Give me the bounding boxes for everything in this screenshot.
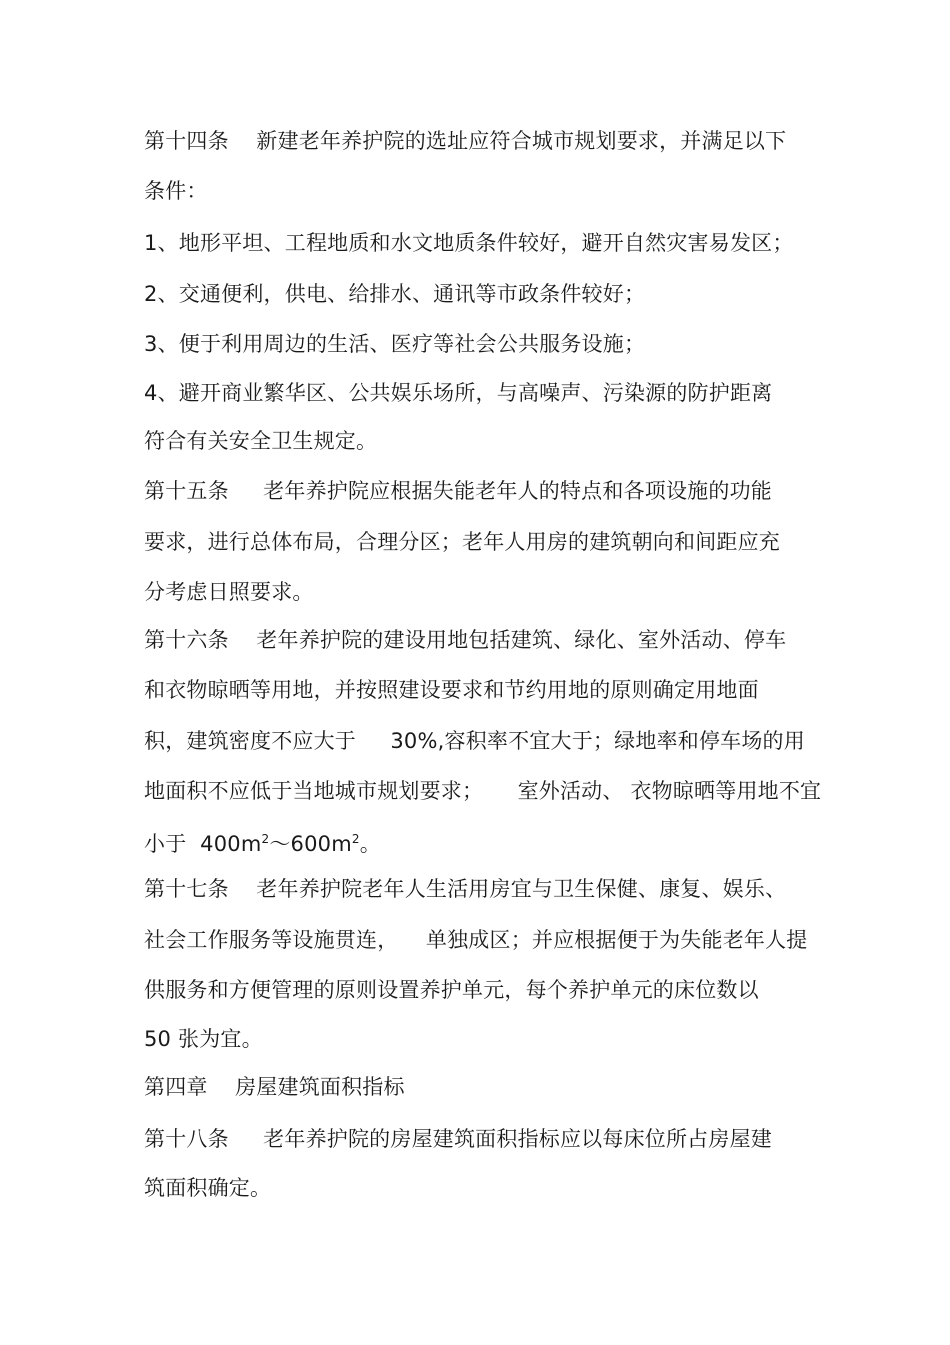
text-line: 筑面积确定。 [144,1176,272,1200]
text-line: 供服务和方便管理的原则设置养护单元，每个养护单元的床位数以 [144,978,759,1002]
chapter-heading: 第四章 房屋建筑面积指标 [144,1075,405,1099]
text-line: 要求，进行总体布局，合理分区；老年人用房的建筑朝向和间距应充 [144,530,780,554]
text-line: 符合有关安全卫生规定。 [144,429,378,453]
superscript-2: 2 [261,832,270,846]
text-line: 第十七条 老年养护院老年人生活用房宜与卫生保健、康复、娱乐、 [144,877,787,901]
text-line: 第十五条 老年养护院应根据失能老年人的特点和各项设施的功能 [144,479,772,503]
text-line: 50 张为宜。 [144,1027,263,1051]
text-line: 社会工作服务等设施贯连， 单独成区；并应根据便于为失能老年人提 [144,928,808,952]
text-line: 积，建筑密度不应大于 30%,容积率不宜大于；绿地率和停车场的用 [144,729,805,753]
text-line: 地面积不应低于当地城市规划要求； 室外活动、 衣物晾晒等用地不宜 [144,779,822,803]
area-middle: ～600m [269,832,352,856]
text-line: 4、避开商业繁华区、公共娱乐场所，与高噪声、污染源的防护距离 [144,381,773,405]
text-line: 3、便于利用周边的生活、医疗等社会公共服务设施； [144,332,646,356]
text-line: 和衣物晾晒等用地，并按照建设要求和节约用地的原则确定用地面 [144,678,759,702]
text-line: 第十四条 新建老年养护院的选址应符合城市规划要求，并满足以下 [144,129,787,153]
area-suffix: 。 [359,832,381,856]
text-line: 2、交通便利，供电、给排水、通讯等市政条件较好； [144,282,646,306]
area-prefix: 小于 400m [144,832,262,856]
area-requirement-line [144,826,381,857]
text-line: 条件： [144,179,208,203]
text-line: 分考虑日照要求。 [144,580,314,604]
text-line: 第十六条 老年养护院的建设用地包括建筑、绿化、室外活动、停车 [144,628,787,652]
superscript-2: 2 [351,832,360,846]
text-line: 1、地形平坦、工程地质和水文地质条件较好，避开自然灾害易发区； [144,231,794,255]
text-line: 第十八条 老年养护院的房屋建筑面积指标应以每床位所占房屋建 [144,1127,772,1151]
